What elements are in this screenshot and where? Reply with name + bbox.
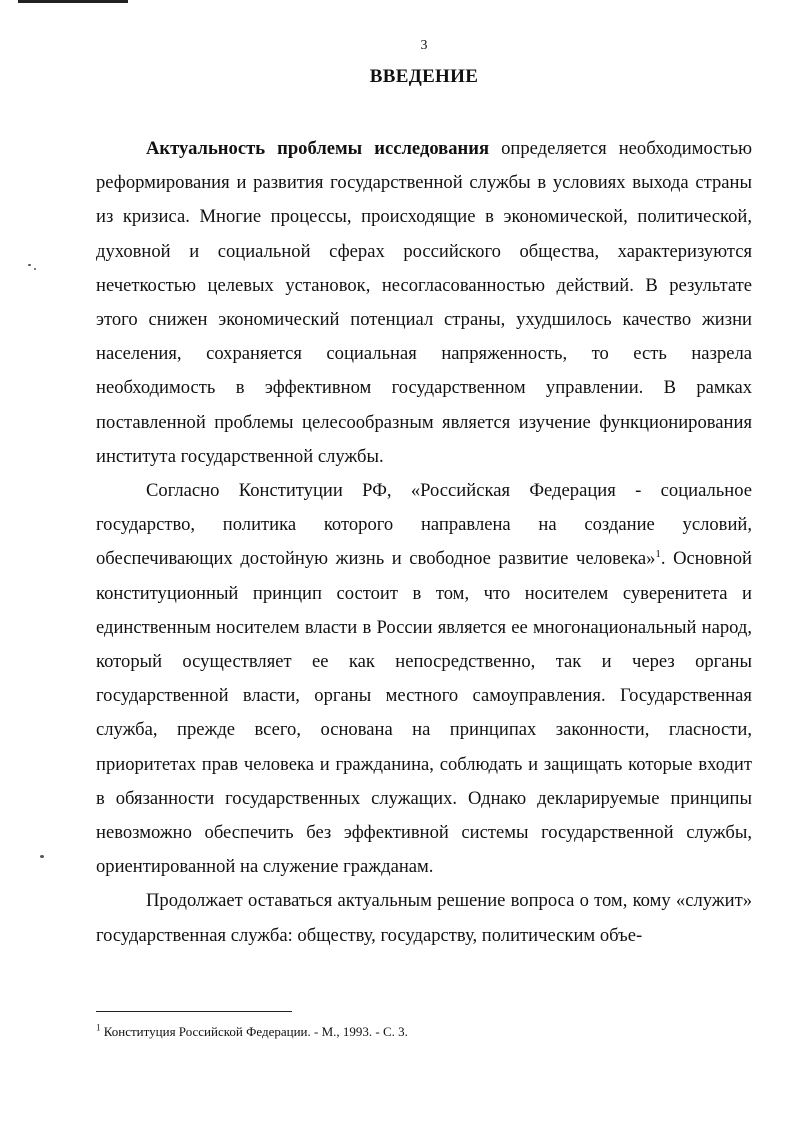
footnote-separator <box>96 1011 292 1012</box>
footnote-mark: 1 <box>96 1022 101 1033</box>
footnote-text: Конституция Российской Федерации. - М., 1993. - С. 3. <box>100 1024 408 1039</box>
paragraph-1-lead: Актуальность проблемы исследования <box>146 138 490 159</box>
paragraph-2-text-after-note: . Основной конституционный принцип состоит в том, что носителем суверенитета и единственным носителем власти в России является ее многонациональный народ, который осуществляет ее как непосредственно, так и через органы государственной власти, органы местного самоуправления. Государственная служба, прежде всего, основана на принципах законности, гласности, приоритетах прав человека и гражданина, соблюдать и защищать которые входит в обязанности государственных служащих. Однако декларируемые принципы невозможно обеспечить без эффективной системы государственной службы, ориентированной на служение гражданам. <box>96 548 753 878</box>
paragraph-2-text-before-note: Согласно Конституции РФ, «Российская Федерация - социальное государство, политика которого направлена на создание условий, обеспечивающих достойную жизнь и свободное развитие человека» <box>96 480 752 570</box>
scan-speck <box>40 855 44 858</box>
paragraph-1-text: определяется необходимостью реформирования и развития государственной службы в условиях выхода страны из кризиса. Многие процессы, происходящие в экономической, политической, духовной и социальной сферах российского общества, характеризуются нечеткостью целевых установок, несогласованностью действий. В результате этого снижен экономический потенциал страны, ухудшилось качество жизни населения, сохраняется социальная напряженность, то есть назрела необходимость в эффективном государственном управлении. В рамках поставленной проблемы целесообразным является изучение функционирования института государственной службы. <box>96 138 753 467</box>
top-edge-rule <box>18 0 128 3</box>
footnote <box>96 1024 408 1040</box>
scan-speck <box>34 268 36 270</box>
paragraph-3 <box>96 884 752 952</box>
paragraph-3-text: Продолжает оставаться актуальным решение вопроса о том, кому «служит» государственная служба: обществу, государству, политическим объе- <box>96 890 752 946</box>
paragraph-2 <box>96 474 752 884</box>
paragraph-1 <box>96 132 752 474</box>
footnote-reference[interactable]: 1 <box>655 548 661 561</box>
scan-speck <box>28 264 31 266</box>
document-body <box>96 132 752 953</box>
page-number: 3 <box>420 38 428 53</box>
section-heading: ВВЕДЕНИЕ <box>369 66 479 87</box>
